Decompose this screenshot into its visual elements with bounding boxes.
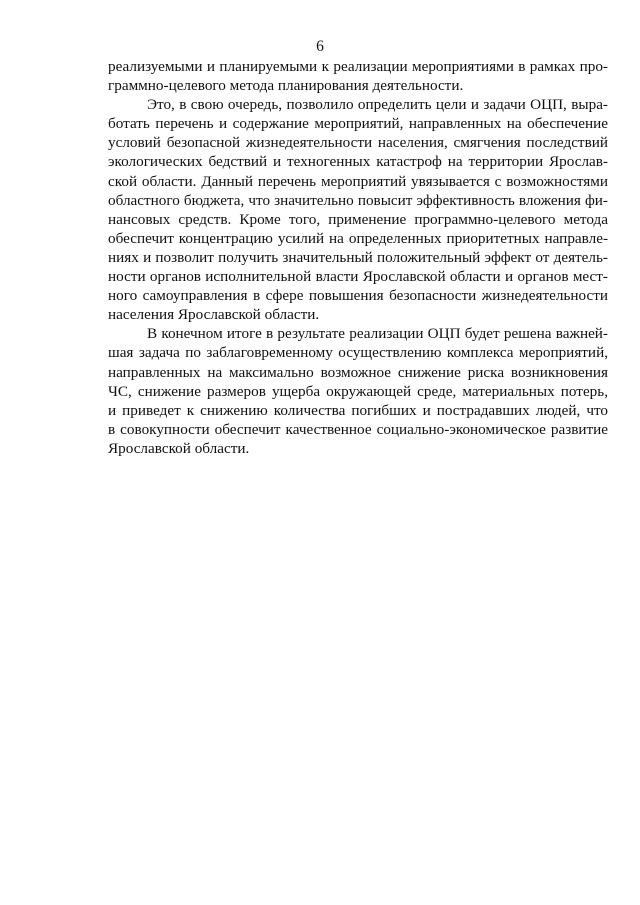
text-line: в совокупности обеспечит качественное социально-экономическое развитие [108, 420, 608, 438]
text-line: экологических бедствий и техногенных катастроф на территории Ярослав- [108, 153, 608, 171]
text-line: ного самоуправления в сфере повышения безопасности жизнедеятельности [108, 287, 608, 305]
text-line: ности органов исполнительной власти Ярославской области и органов мест- [108, 268, 608, 286]
text-line: ниях и позволит получить значительный положительный эффект от деятель- [108, 248, 608, 266]
paragraph-1 [108, 57, 608, 95]
text-line: условий безопасной жизнедеятельности населения, смягчения последствий [108, 134, 608, 152]
text-line: Это, в свою очередь, позволило определить цели и задачи ОЦП, выра- [147, 96, 608, 114]
text-line: нансовых средств. Кроме того, применение программно-целевого метода [108, 210, 608, 228]
paragraph-3 [108, 324, 608, 458]
text-line: населения Ярославской области. [108, 306, 320, 324]
text-line: ЧС, снижение размеров ущерба окружающей среде, материальных потерь, [108, 382, 608, 400]
text-line: ботать перечень и содержание мероприятий, направленных на обеспечение [108, 115, 608, 133]
text-line: направленных на максимально возможное снижение риска возникновения [108, 363, 608, 381]
text-line: шая задача по заблаговременному осуществлению комплекса мероприятий, [108, 344, 608, 362]
text-line: граммно-целевого метода планирования деятельности. [108, 77, 464, 95]
page-number: 6 [316, 38, 324, 55]
text-line: В конечном итоге в результате реализации ОЦП будет решена важней- [147, 325, 608, 343]
text-line: реализуемыми и планируемыми к реализации мероприятиями в рамках про- [108, 58, 608, 75]
document-body [108, 57, 608, 458]
paragraph-2 [108, 95, 608, 324]
text-line: ской области. Данный перечень мероприятий увязывается с возможностями [108, 172, 608, 190]
text-line: и приведет к снижению количества погибших и пострадавших людей, что [108, 401, 608, 419]
text-line: областного бюджета, что значительно повысит эффективность вложения фи- [108, 191, 608, 209]
text-line: обеспечит концентрацию усилий на определенных приоритетных направле- [108, 229, 608, 247]
text-line: Ярославской области. [108, 439, 250, 457]
